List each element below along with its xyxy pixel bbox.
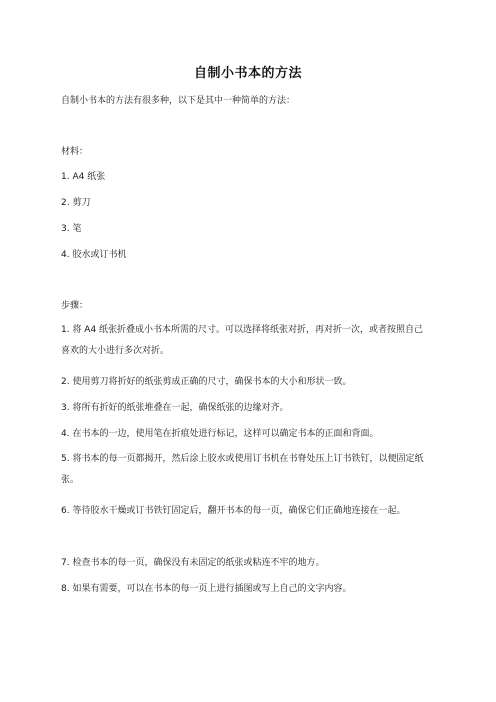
step-item: 5. 将书本的每一页都揭开，然后涂上胶水或使用订书机在书脊处压上订书铁钉，以便固定纸张。 — [61, 454, 424, 485]
step-item: 4. 在书本的一边，使用笔在折痕处进行标记，这样可以确定书本的正面和背面。 — [61, 429, 379, 439]
material-item: 3. 笔 — [61, 224, 82, 234]
step-item: 2. 使用剪刀将折好的纸张剪成正确的尺寸，确保书本的大小和形状一致。 — [61, 377, 352, 387]
step-item: 6. 等待胶水干燥或订书铁钉固定后，翻开书本的每一页，确保它们正确地连接在一起。 — [61, 506, 406, 516]
document-title: 自制小书本的方法 — [193, 66, 302, 81]
steps-heading: 步骤： — [61, 301, 89, 311]
material-item: 2. 剪刀 — [61, 198, 91, 208]
step-item: 3. 将所有折好的纸张堆叠在一起，确保纸张的边缘对齐。 — [61, 403, 289, 413]
step-item: 1. 将 A4 纸张折叠成小书本所需的尺寸。可以选择将纸张对折，再对折一次，或者按照自己喜欢的大小进行多次对折。 — [61, 325, 424, 356]
intro-paragraph: 自制小书本的方法有很多种，以下是其中一种简单的方法： — [61, 96, 296, 106]
materials-heading: 材料： — [61, 147, 89, 157]
step-item: 8. 如果有需要，可以在书本的每一页上进行插图或写上自己的文字内容。 — [61, 584, 352, 594]
material-item: 1. A4 纸张 — [61, 172, 106, 182]
material-item: 4. 胶水或订书机 — [61, 250, 127, 260]
step-item: 7. 检查书本的每一页，确保没有未固定的纸张或粘连不牢的地方。 — [61, 558, 325, 568]
